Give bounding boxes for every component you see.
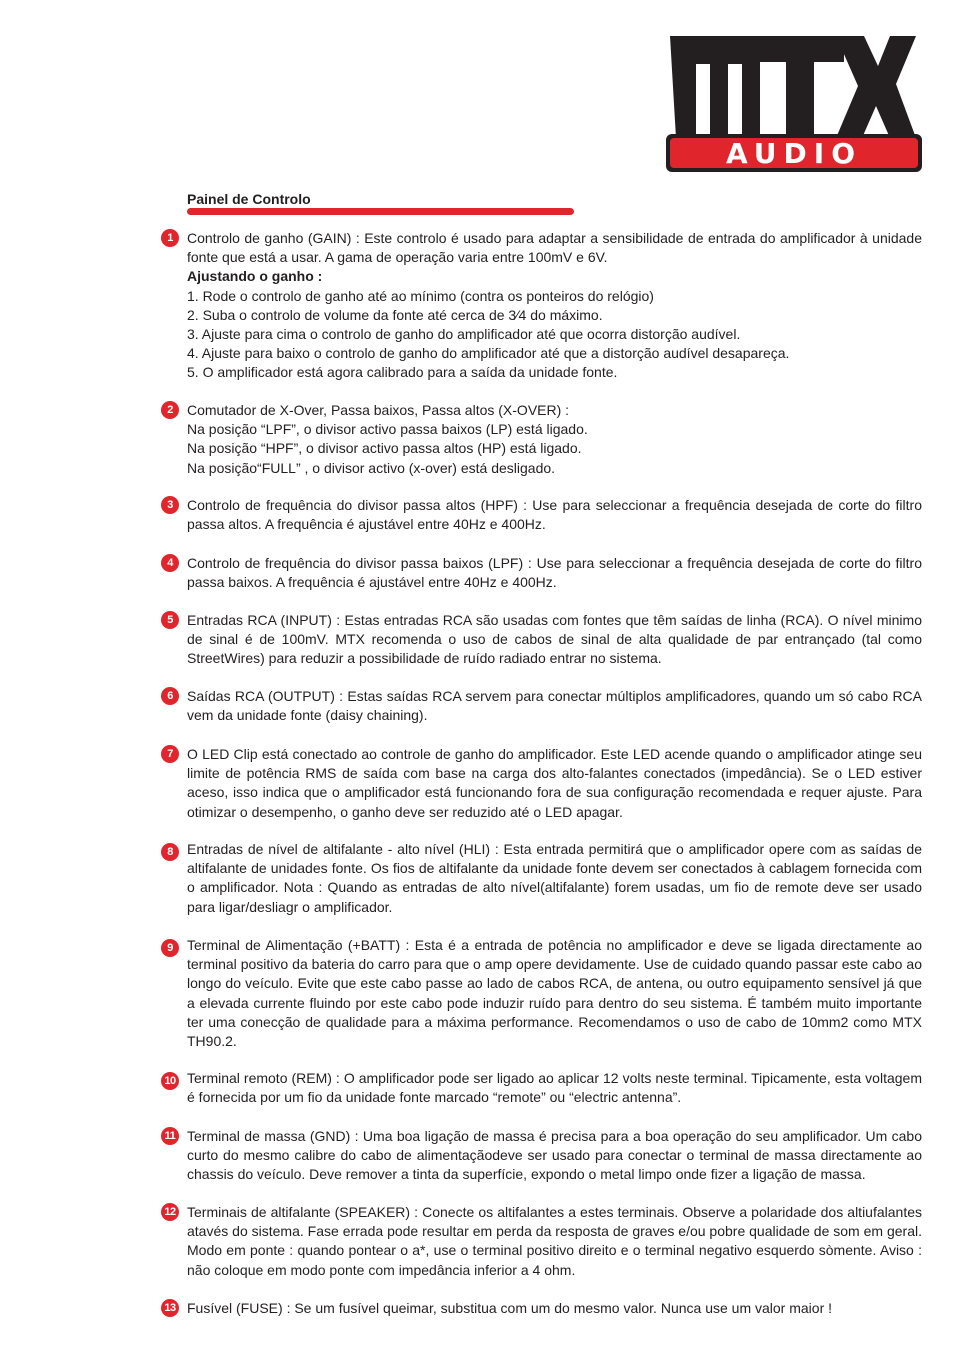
section-title: Painel de Controlo	[187, 191, 311, 207]
item-text: Controlo de ganho (GAIN) : Este controlo é usado para adaptar a sensibilidade de entrada do amplificador à unidade fonte que está a usar. A gama de operação varia entre 100mV e 6V.	[187, 230, 922, 266]
item-number-badge: 9	[161, 939, 179, 957]
item-number-badge: 12	[161, 1203, 179, 1221]
item-line: Na posição “HPF”, o divisor activo passa altos (HP) está ligado.	[187, 440, 582, 457]
item-subtitle: Ajustando o ganho :	[187, 268, 323, 285]
item-number-badge: 7	[161, 745, 179, 763]
step-line: 1. Rode o controlo de ganho até ao mínimo (contra os ponteiros do relógio)	[187, 287, 654, 304]
item-line: Na posição “LPF”, o divisor activo passa baixos (LP) está ligado.	[187, 421, 588, 438]
item-number-badge: 4	[161, 554, 179, 572]
item-number-badge: 2	[161, 401, 179, 419]
item-text: Fusível (FUSE) : Se um fusível queimar, substitua com um do mesmo valor. Nunca use um valor maior !	[187, 1300, 833, 1316]
logo-audio-text: AUDIO	[725, 137, 863, 170]
list-item	[167, 401, 922, 478]
list-item	[167, 554, 922, 592]
item-text: Terminal de Alimentação (+BATT) : Esta é a entrada de potência no amplificador e deve se ligada directamente ao terminal positivo da bateria do carro para que o amp opere devidamente. Use de cuidado quando passar este cabo ao longo do veículo. Evite que este cabo passe ao lado de cabos RCA, de antena, ou outro equipamento sensível já que a elevada currente fluindo por este cabo pode induzir ruído para dentro do seu sistema. É também muito importante ter uma conecção de qualidade para a máxima performance. Recomendamos o uso de cabo de 10mm2 como MTX TH90.2.	[187, 937, 922, 1050]
item-number-badge: 10	[161, 1072, 179, 1090]
list-item	[167, 687, 922, 725]
item-number-badge: 1	[161, 229, 179, 247]
item-line: Na posição“FULL” , o divisor activo (x-over) está desligado.	[187, 459, 556, 476]
item-text: Entradas RCA (INPUT) : Estas entradas RCA são usadas com fontes que têm saídas de linha (RCA). O nível minimo de sinal é de 100mV. MTX recomenda o uso de cabos de sinal de alta qualidade de par entrançado (tal como StreetWires) para reduzir a possibilidade de ruído radiado entrar no sistema.	[187, 612, 922, 667]
item-number-badge: 3	[161, 496, 179, 514]
item-number-badge: 6	[161, 687, 179, 705]
step-line: 4. Ajuste para baixo o controlo de ganho do amplificador até que a distorção audível desapareça.	[187, 345, 790, 362]
item-text: Terminal remoto (REM) : O amplificador pode ser ligado ao aplicar 12 volts neste terminal. Tipicamente, esta voltagem é fornecida por um fio da unidade fonte marcado “remote” ou “electric antenna”.	[187, 1070, 922, 1106]
item-text: Controlo de frequência do divisor passa baixos (LPF) : Use para seleccionar a frequência desejada de corte do filtro passa baixos. A frequência é ajustável entre 40Hz e 400Hz.	[187, 555, 922, 591]
step-line: 2. Suba o controlo de volume da fonte até cerca de 3⁄4 do máximo.	[187, 306, 603, 323]
title-underline	[187, 208, 574, 215]
item-text: Saídas RCA (OUTPUT) : Estas saídas RCA servem para conectar múltiplos amplificadores, quando um só cabo RCA vem da unidade fonte (daisy chaining).	[187, 688, 922, 724]
item-text: Terminais de altifalante (SPEAKER) : Conecte os altifalantes a estes terminais. Observe a polaridade dos altiufalantes atavés do sistema. Fase errada pode resultar em perda da resposta de graves e/ou pobre qualidade de som em geral. Modo em ponte : quando pontear o a*, use o terminal positivo direito e o terminal negativo esquerdo sòmente. Aviso : não coloque em modo ponte com impedância inferior a 4 ohm.	[187, 1204, 922, 1278]
item-number-badge: 5	[161, 611, 179, 629]
list-item	[167, 229, 922, 383]
item-text: Controlo de frequência do divisor passa altos (HPF) : Use para seleccionar a frequência desejada de corte do filtro passa altos. A frequência é ajustável entre 40Hz e 400Hz.	[187, 497, 922, 533]
registered-mark: ®	[895, 52, 906, 68]
step-line: 3. Ajuste para cima o controlo de ganho do amplificador até que ocorra distorção audível.	[187, 326, 741, 343]
item-line: Comutador de X-Over, Passa baixos, Passa altos (X-OVER) :	[187, 402, 570, 418]
item-text: O LED Clip está conectado ao controle de ganho do amplificador. Este LED acende quando o amplificador atinge seu limite de potência RMS de saída com base na carga dos alto-falantes conectados (impedância). Se o LED estiver aceso, isso indica que o amplificador está funcionando fora de sua configuração recomendada e requer ajuste. Para otimizar o desempenho, o ganho deve ser reduzido até o LED apagar.	[187, 746, 922, 820]
list-item	[167, 745, 922, 822]
item-text: Terminal de massa (GND) : Uma boa ligação de massa é precisa para a boa operação do seu amplificador. Um cabo curto do mesmo calibre do cabo de alimentaçãodeve ser usado para conectar o terminal de massa directamente ao chassis do veículo. Deve remover a tinta da superfície, expondo o metal limpo onde fizer a ligação de massa.	[187, 1128, 922, 1183]
item-text: Entradas de nível de altifalante - alto nível (HLI) : Esta entrada permitirá que o amplificador opere com as saídas de altifalante de unidades fonte. Os fios de altifalante da unidade fonte devem ser conectados à cablagem fornecida com o amplificador. Nota : Quando as entradas de alto nível(altifalante) forem usadas, um fio de remote deve ser usado para ligar/desliagr o amplificador.	[187, 841, 922, 915]
list-item	[167, 840, 922, 917]
list-item	[164, 1203, 922, 1280]
list-item	[164, 1299, 922, 1318]
list-item	[164, 1127, 922, 1185]
list-item	[167, 496, 922, 534]
step-line: 5. O amplificador está agora calibrado para a saída da unidade fonte.	[187, 364, 618, 381]
item-number-badge: 13	[161, 1299, 179, 1317]
mtx-audio-logo	[664, 28, 928, 178]
item-number-badge: 8	[161, 843, 179, 861]
list-item	[167, 611, 922, 669]
item-number-badge: 11	[161, 1127, 179, 1145]
list-item	[164, 1069, 922, 1107]
list-item	[167, 936, 922, 1051]
